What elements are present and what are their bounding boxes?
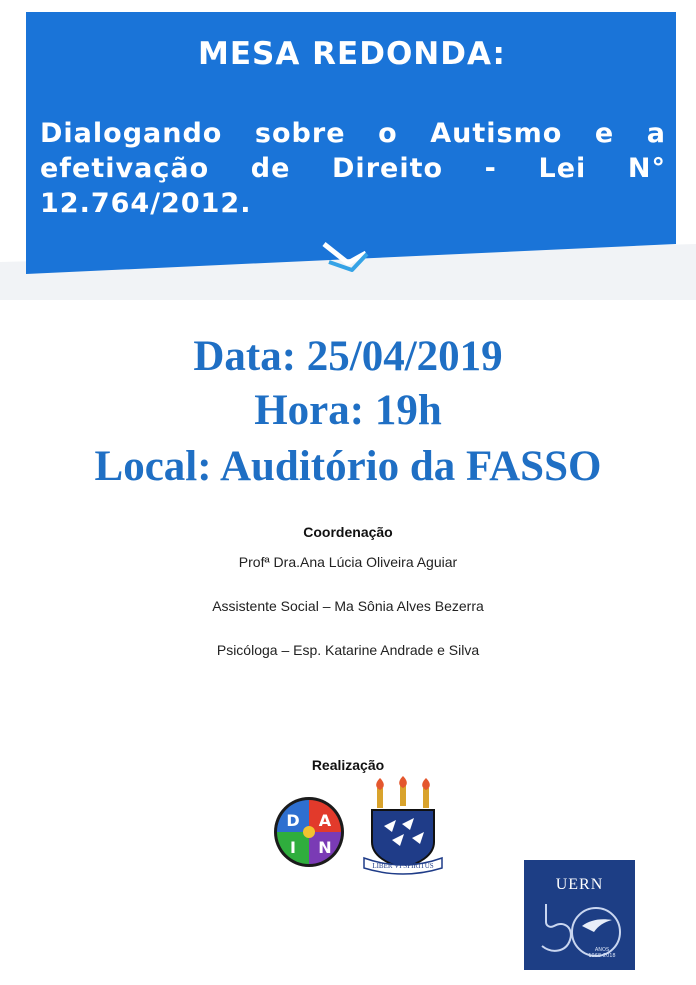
event-time: Hora: 19h	[254, 387, 442, 434]
coordinator-3: Psicóloga – Esp. Katarine Andrade e Silva	[216, 642, 480, 658]
torch-icons	[376, 776, 430, 808]
header-banner	[0, 0, 696, 300]
uern-name: UERN	[555, 876, 604, 893]
logo-letter-d: D	[286, 811, 300, 830]
logo-letter-n: N	[318, 838, 332, 857]
event-location: Local: Auditório da FASSO	[94, 443, 602, 490]
banner-title: MESA REDONDA:	[198, 36, 506, 72]
dain-logo	[273, 796, 345, 868]
logo-letter-i: I	[290, 838, 296, 857]
coordinator-2: Assistente Social – Ma Sônia Alves Bezerra	[212, 598, 484, 614]
coordination-heading: Coordenação	[303, 524, 393, 540]
banner-subtitle: Dialogando sobre o Autismo e a efetivação de Direito - Lei N° 12.764/2012.	[40, 118, 666, 219]
uern-years	[582, 947, 622, 959]
logo-letter-a: A	[318, 811, 332, 830]
crest-motto: LIBER VI SPIRITUS	[372, 862, 434, 870]
realization-heading: Realização	[311, 757, 385, 773]
university-crest	[362, 776, 444, 876]
event-date: Data: 25/04/2019	[193, 333, 503, 380]
uern-year-range: 1968-2018	[588, 953, 616, 959]
uern-logo	[524, 860, 635, 970]
coordinator-1: Profª Dra.Ana Lúcia Oliveira Aguiar	[238, 554, 458, 570]
uern-anos: ANOS	[594, 947, 610, 953]
